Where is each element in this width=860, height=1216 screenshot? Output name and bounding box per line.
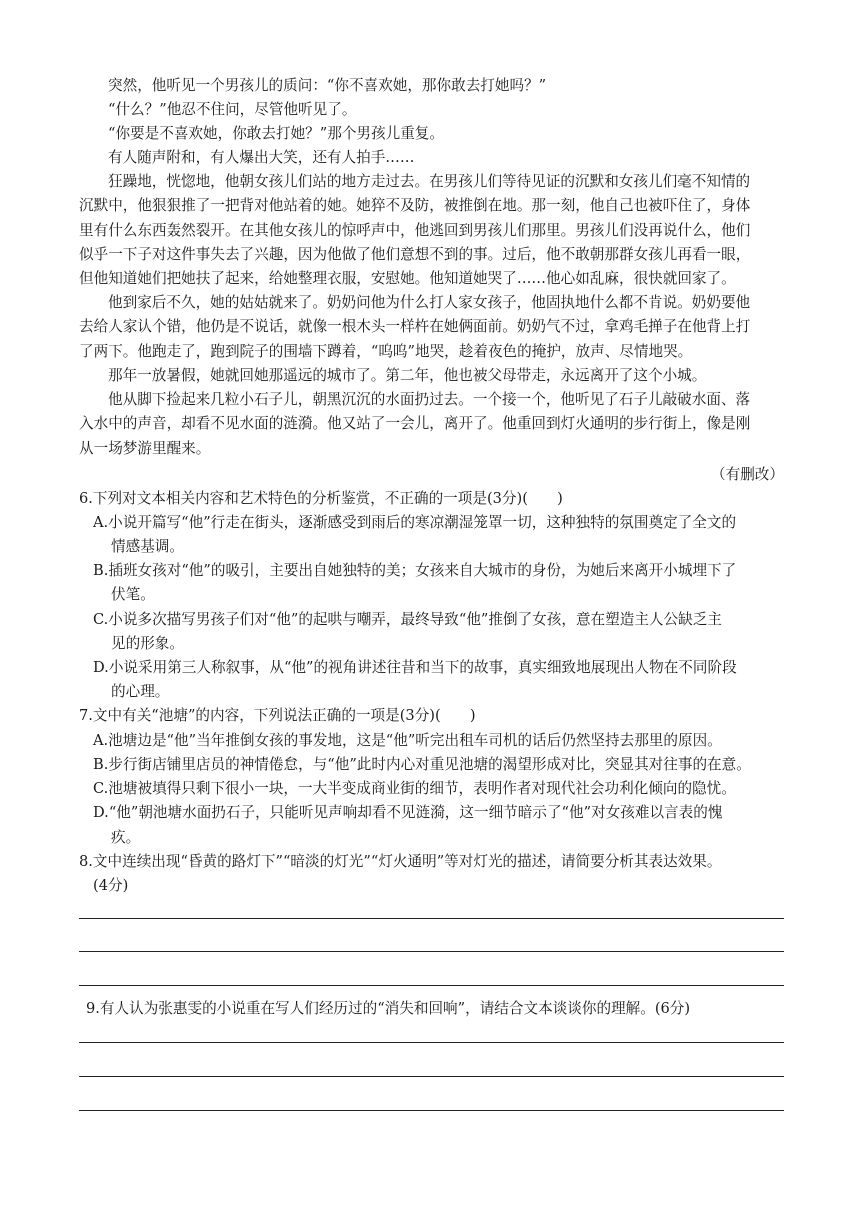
answer-line[interactable] [79,1042,784,1043]
story-line: 入水中的声音，却看不见水面的涟漪。他又站了一会儿，离开了。他重回到灯火通明的步行街上，像是刚 [79,415,751,432]
story-line: 有人随声附和，有人爆出大笑，还有人拍手…… [108,149,415,166]
story-line: 去给人家认个错，他仍是不说话，就像一根木头一样杵在她俩面前。奶奶气不过，拿鸡毛掸子在他背上打 [79,318,751,335]
answer-line[interactable] [79,918,784,919]
story-line: 他到家后不久，她的姑姑就来了。奶奶问他为什么打人家女孩子，他固执地什么都不肯说。奶奶要他 [108,294,751,311]
question-6-option-d-cont: 的心理。 [111,683,170,700]
question-6-option-c-cont: 见的形象。 [111,635,184,652]
story-line: 突然，他听见一个男孩儿的质问：“你不喜欢她，那你敢去打她吗？” [108,77,547,94]
story-line: 似乎一下子对这件事失去了兴趣，因为他做了他们意想不到的事。过后，他不敢朝那群女孩儿再看一眼， [79,246,751,263]
question-6-option-c: C.小说多次描写男孩子们对“他”的起哄与嘲弄，最终导致“他”推倒了女孩，意在塑造主人公缺乏主 [93,611,722,628]
source-note: （有删改） [711,466,784,483]
story-line: “什么？”他忍不住问，尽管他听见了。 [108,101,357,118]
story-line: “你要是不喜欢她，你敢去打她？”那个男孩儿重复。 [108,125,444,142]
question-8-score: (4分) [93,877,129,894]
question-6-option-b: B.插班女孩对“他”的吸引，主要出自她独特的美；女孩来自大城市的身份，为她后来离开小城埋下了 [93,562,737,579]
question-7-option-a: A.池塘边是“他”当年推倒女孩的事发地，这是“他”听完出租车司机的话后仍然坚持去那里的原因。 [93,732,722,749]
question-6-option-d: D.小说采用第三人称叙事，从“他”的视角讲述往昔和当下的故事，真实细致地展现出人物在不同阶段 [93,659,737,676]
answer-line[interactable] [79,985,784,986]
question-6-option-a: A.小说开篇写“他”行走在街头，逐渐感受到雨后的寒凉潮湿笼罩一切，这种独特的氛围奠定了全文的 [93,514,737,531]
question-7-option-c: C.池塘被填得只剩下很小一块，一大半变成商业街的细节，表明作者对现代社会功利化倾向的隐忧。 [93,780,736,797]
story-line: 那年一放暑假，她就回她那遥远的城市了。第二年，他也被父母带走，永远离开了这个小城。 [108,367,707,384]
story-line: 了两下。他跑走了，跑到院子的围墙下蹲着，“呜呜”地哭，趁着夜色的掩护，放声、尽情地哭。 [79,343,693,360]
answer-line[interactable] [79,1110,784,1111]
question-7-stem: 7.文中有关“池塘”的内容，下列说法正确的一项是(3分)( ) [79,707,476,724]
story-line: 他从脚下捡起来几粒小石子儿，朝黑沉沉的水面扔过去。一个接一个，他听见了石子儿敲破水面、落 [108,391,751,408]
question-7-option-b: B.步行街店铺里店员的神情倦怠，与“他”此时内心对重见池塘的渴望形成对比，突显其对往事的在意。 [93,756,751,773]
question-8-stem: 8.文中连续出现“昏黄的路灯下”“暗淡的灯光”“灯火通明”等对灯光的描述，请简要分析其表达效果。 [79,853,722,870]
question-7-option-d-cont: 疚。 [111,829,141,846]
question-6-stem: 6.下列对文本相关内容和艺术特色的分析鉴赏，不正确的一项是(3分)( ) [79,490,563,507]
question-9-stem: 9.有人认为张惠雯的小说重在写人们经历过的“消失和回响”，请结合文本谈谈你的理解。(6分) [86,1000,691,1017]
question-6-option-b-cont: 伏笔。 [111,586,155,603]
story-line: 从一场梦游里醒来。 [79,440,211,457]
question-7-option-d: D.“他”朝池塘水面扔石子，只能听见声响却看不见涟漪，这一细节暗示了“他”对女孩难以言表的愧 [93,804,723,821]
question-6-option-a-cont: 情感基调。 [111,538,184,555]
story-line: 但他知道她们把她扶了起来，给她整理衣服，安慰她。他知道她哭了……他心如乱麻，很快就回家了。 [79,270,736,287]
answer-line[interactable] [79,951,784,952]
story-line: 沉默中，他狠狠推了一把背对他站着的她。她猝不及防，被推倒在地。那一刻，他自己也被吓住了，身体 [79,197,751,214]
story-line: 里有什么东西轰然裂开。在其他女孩儿的惊呼声中，他逃回到男孩儿们那里。男孩儿们没再说什么，他们 [79,222,751,239]
answer-line[interactable] [79,1076,784,1077]
story-line: 狂躁地，恍惚地，他朝女孩儿们站的地方走过去。在男孩儿们等待见证的沉默和女孩儿们毫不知情的 [108,173,751,190]
